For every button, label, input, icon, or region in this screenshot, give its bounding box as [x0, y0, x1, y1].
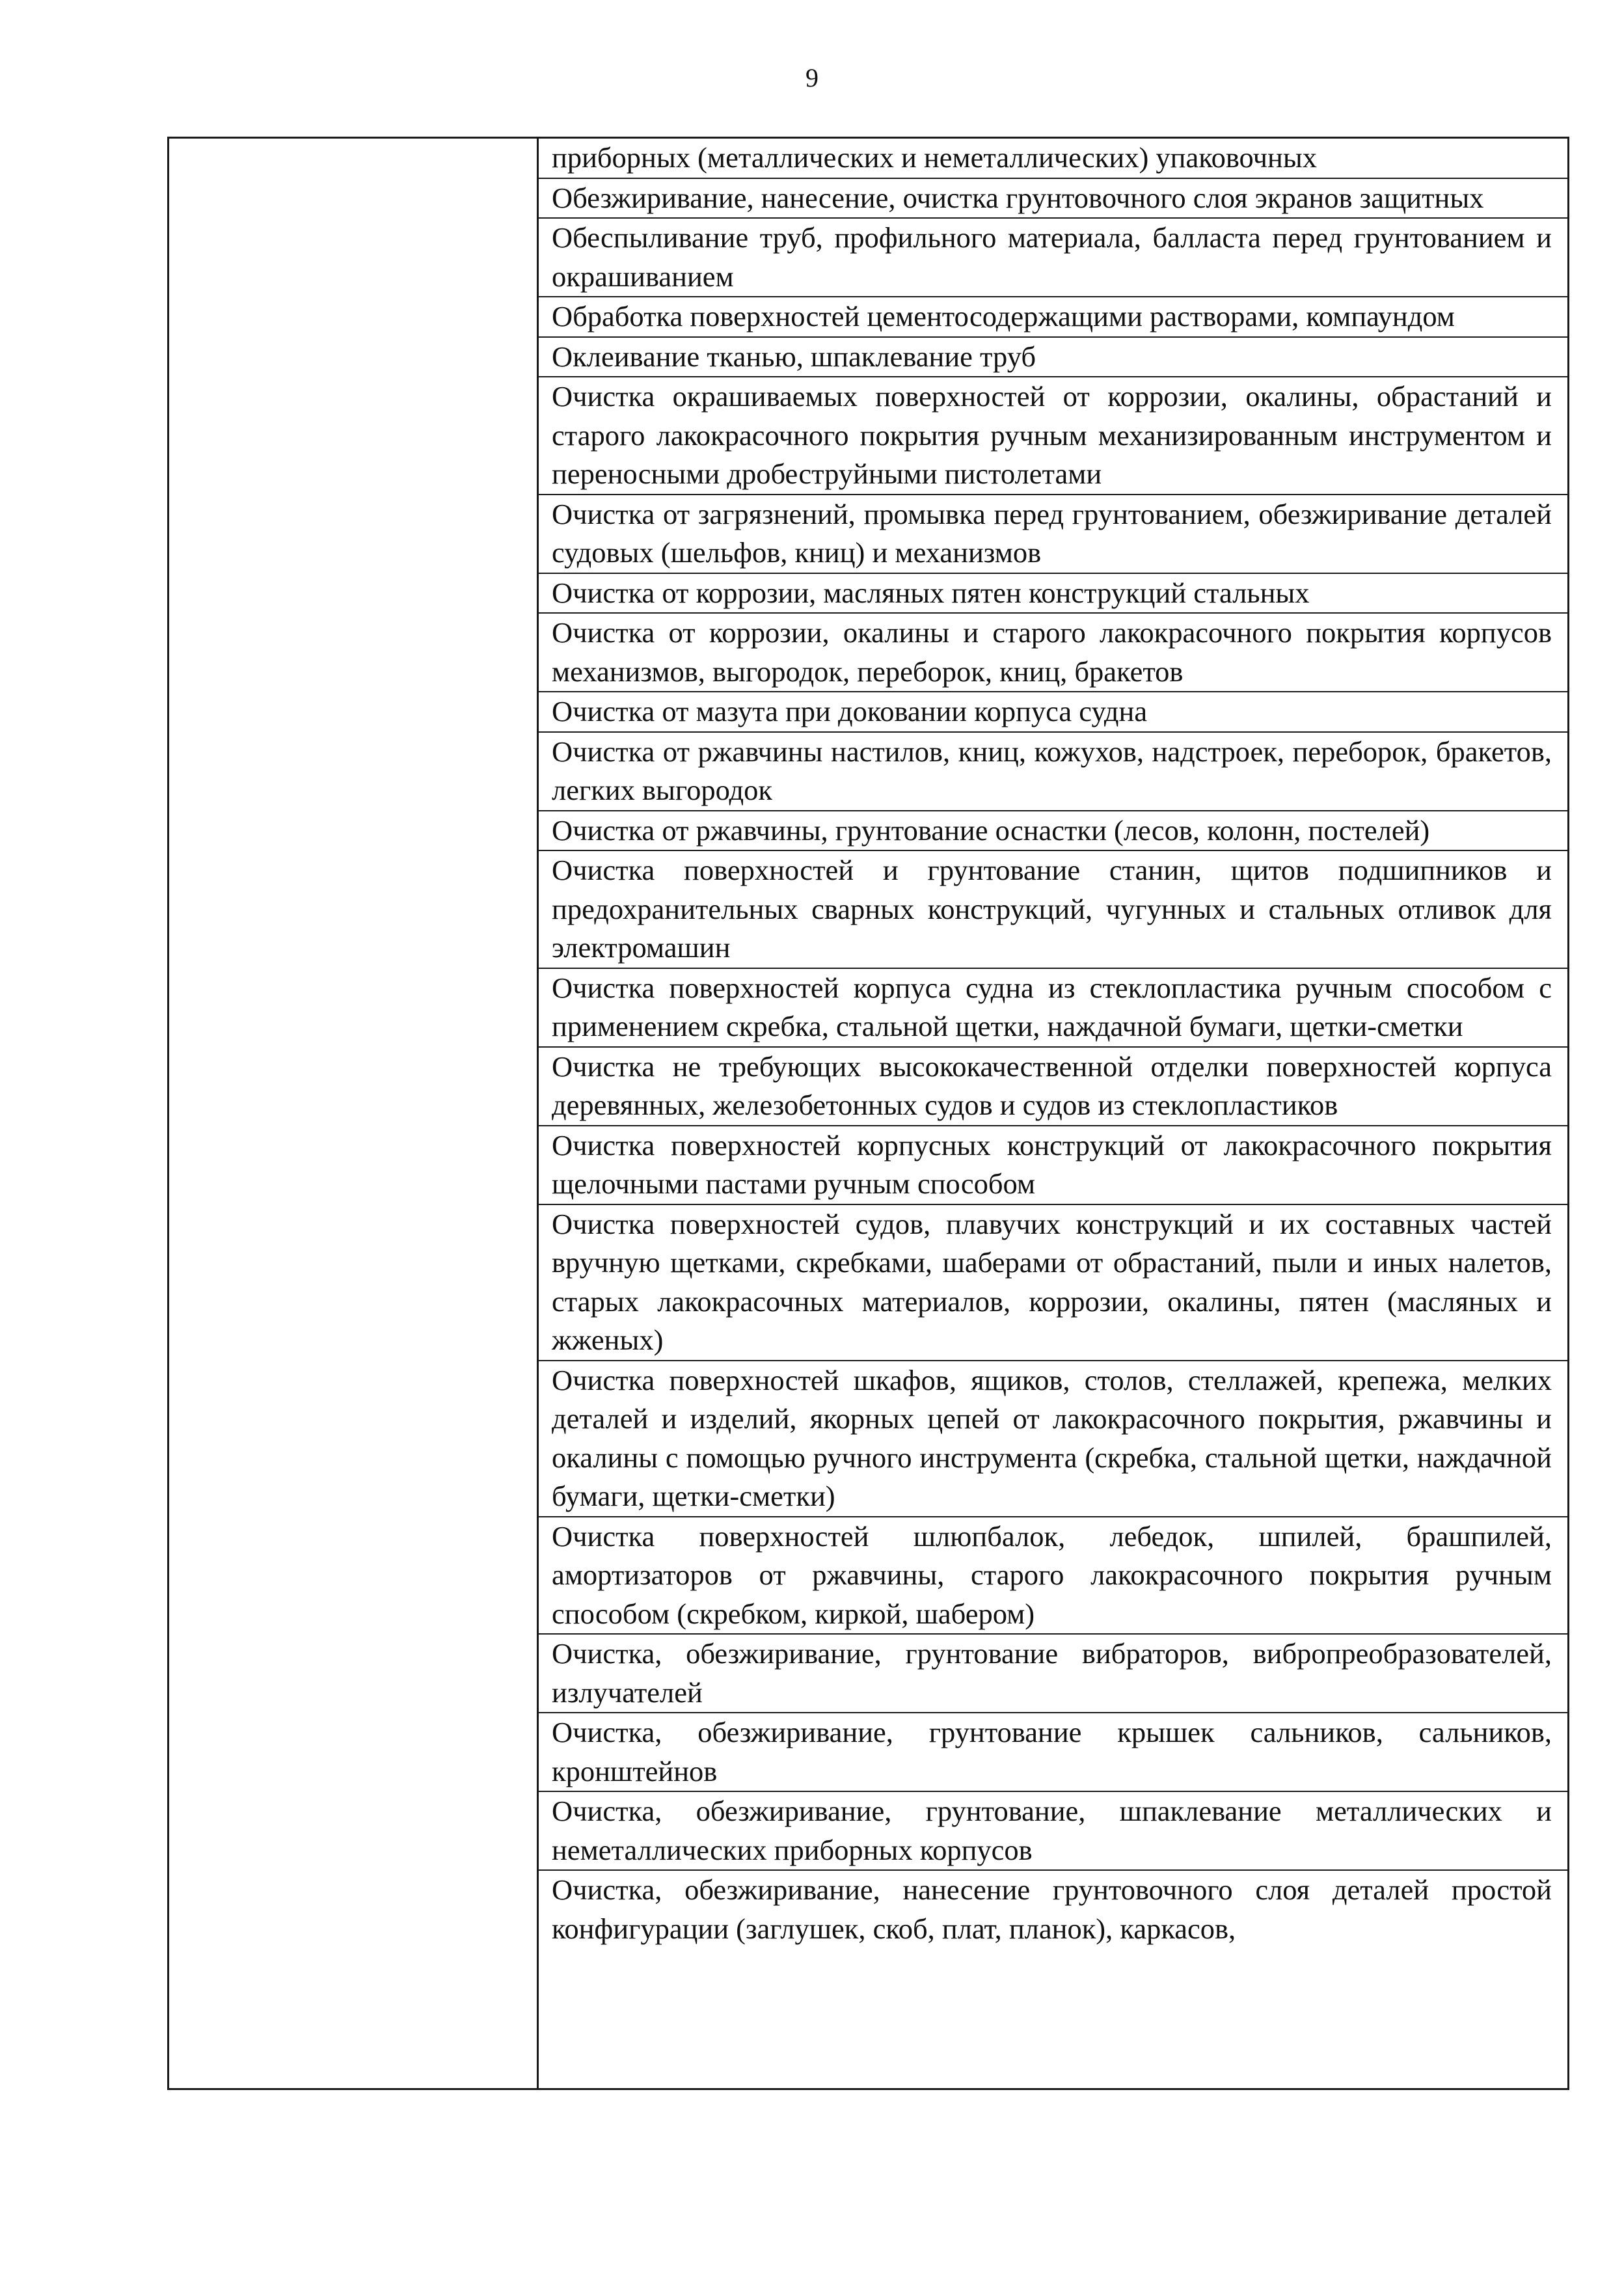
table-row — [539, 1792, 1567, 1871]
table-row — [539, 969, 1567, 1048]
table-row — [539, 1126, 1567, 1205]
document-table — [167, 137, 1569, 2090]
table-row-text: Очистка от ржавчины настилов, книц, кожухов, надстроек, переборок, бракетов, легких выгородок — [552, 735, 1552, 806]
table-row — [539, 692, 1567, 733]
table-row — [539, 1517, 1567, 1635]
table-row — [539, 297, 1567, 338]
table-row — [539, 1871, 1567, 1948]
table-row — [539, 1048, 1567, 1126]
table-row-text: Очистка от мазута при доковании корпуса судна — [552, 695, 1148, 727]
table-row-text: Очистка от ржавчины, грунтование оснастки (лесов, колонн, постелей) — [552, 813, 1430, 847]
table-row-text: Очистка, обезжиривание, нанесение грунтовочного слоя деталей простой конфигурации (заглушек, скоб, плат, планок), каркасов, — [552, 1873, 1552, 1945]
table-row-text: Очистка от коррозии, масляных пятен конструкций стальных — [552, 576, 1310, 609]
table-row — [539, 733, 1567, 811]
table-row — [539, 1713, 1567, 1792]
table-row-text: приборных (металлических и неметаллических) упаковочных — [552, 141, 1317, 174]
table-row-text: Очистка поверхностей шлюпбалок, лебедок, шпилей, брашпилей, амортизаторов от ржавчины, старого лакокрасочного покрытия ручным способом (скребком, киркой, шабером) — [552, 1519, 1552, 1630]
table-row — [539, 338, 1567, 378]
table-row-text: Очистка, обезжиривание, грунтование, шпаклевание металлических и неметаллических приборных корпусов — [552, 1795, 1552, 1866]
table-row-text: Очистка поверхностей и грунтование станин, щитов подшипников и предохранительных сварных конструкций, чугунных и стальных отливок для электромашин — [552, 854, 1552, 964]
table-row-text: Очистка окрашиваемых поверхностей от коррозии, окалины, обрастаний и старого лакокрасочного покрытия ручным механизированным инструментом и переносными дробеструйными пистолетами — [552, 380, 1552, 490]
table-row-text: Обработка поверхностей цементосодержащими растворами, компаундом — [552, 300, 1455, 333]
table-row-text: Очистка поверхностей корпуса судна из стеклопластика ручным способом с применением скребка, стальной щетки, наждачной бумаги, щетки-сметки — [552, 971, 1552, 1042]
table-row — [539, 574, 1567, 614]
table-row-text: Обезжиривание, нанесение, очистка грунтовочного слоя экранов защитных — [552, 181, 1484, 214]
table-row-text: Очистка поверхностей шкафов, ящиков, столов, стеллажей, крепежа, мелких деталей и изделий, якорных цепей от лакокрасочного покрытия, ржавчины и окалины с помощью ручного инструмента (скребка, стальной щетки, наждачной бумаги, щетки-сметки) — [552, 1363, 1552, 1512]
table-row-text: Оклеивание тканью, шпаклевание труб — [552, 340, 1036, 373]
page-number: 9 — [805, 63, 819, 92]
table-row-text: Очистка, обезжиривание, грунтование крышек сальников, сальников, кронштейнов — [552, 1716, 1552, 1787]
table-row — [539, 377, 1567, 495]
table-row-text: Очистка не требующих высококачественной отделки поверхностей корпуса деревянных, железобетонных судов и судов из стеклопластиков — [552, 1050, 1552, 1121]
table-left-column-empty — [169, 139, 539, 2088]
table-row — [539, 1361, 1567, 1517]
table-row — [539, 1205, 1567, 1361]
table-row — [539, 139, 1567, 179]
table-row — [539, 614, 1567, 692]
table-row-text: Очистка от коррозии, окалины и старого лакокрасочного покрытия корпусов механизмов, выгородок, переборок, книц, бракетов — [552, 616, 1552, 688]
table-row — [539, 219, 1567, 297]
table-row — [539, 179, 1567, 219]
table-row-text: Обеспыливание труб, профильного материала, балласта перед грунтованием и окрашиванием — [552, 221, 1552, 293]
table-right-column — [539, 139, 1567, 2088]
table-row-text: Очистка, обезжиривание, грунтование вибраторов, вибропреобразователей, излучателей — [552, 1637, 1552, 1709]
table-row — [539, 811, 1567, 852]
table-row-text: Очистка поверхностей корпусных конструкций от лакокрасочного покрытия щелочными пастами ручным способом — [552, 1128, 1552, 1200]
table-row-text: Очистка от загрязнений, промывка перед грунтованием, обезжиривание деталей судовых (шельфов, книц) и механизмов — [552, 497, 1552, 569]
table-row — [539, 851, 1567, 969]
table-row — [539, 495, 1567, 574]
table-row-text: Очистка поверхностей судов, плавучих конструкций и их составных частей вручную щетками, скребками, шаберами от обрастаний, пыли и иных налетов, старых лакокрасочных материалов, коррозии, окалины, пятен (масляных и жженых) — [552, 1207, 1552, 1356]
table-row — [539, 1635, 1567, 1713]
